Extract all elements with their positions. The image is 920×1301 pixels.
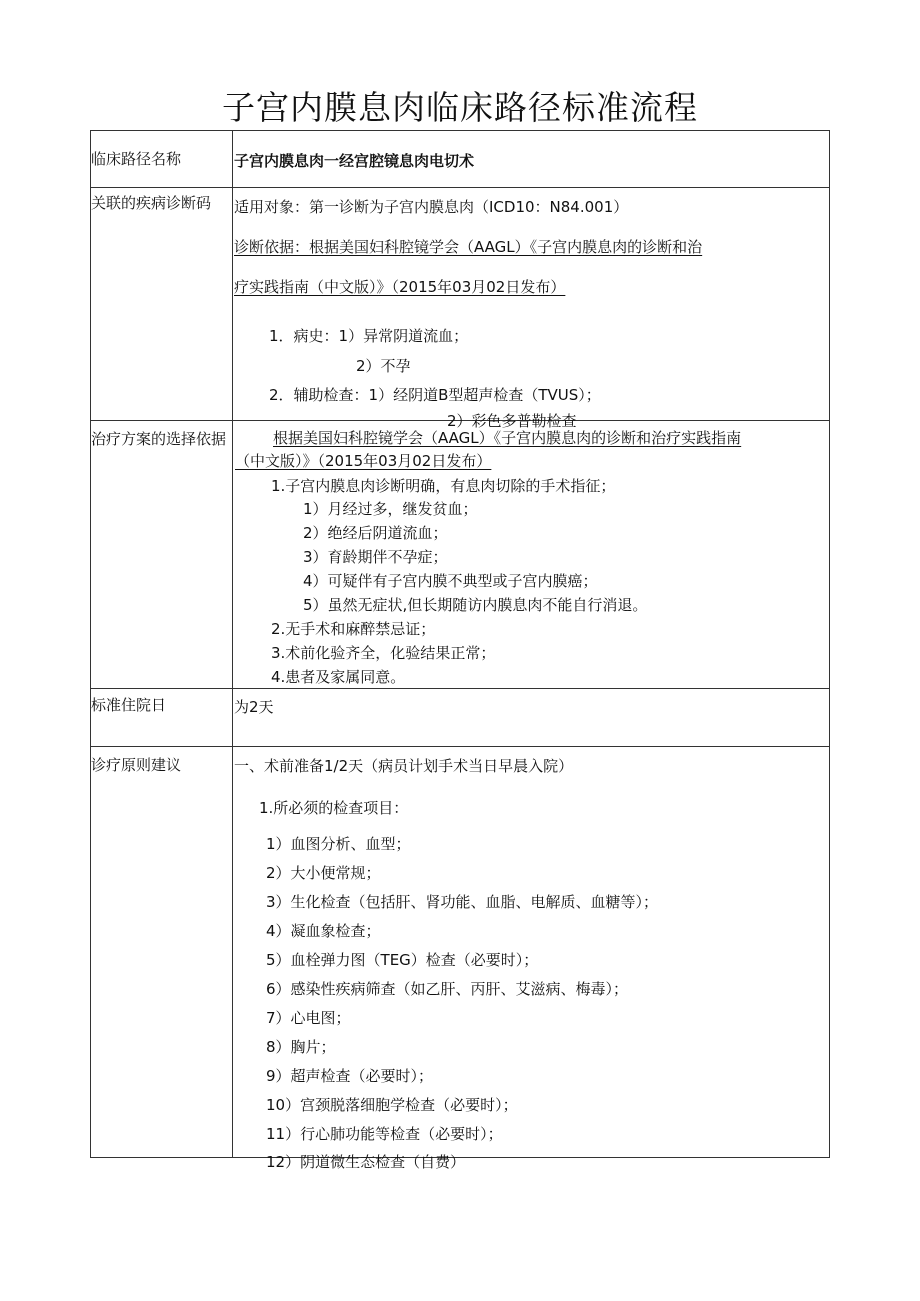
table-border-right: [829, 130, 830, 1158]
diagnosis-line: 2）彩色多普勒检查: [447, 412, 577, 430]
principles-line: 5）血栓弹力图（TEG）检查（必要时）；: [266, 951, 539, 969]
treatment-cell: [233, 421, 829, 688]
principles-line: 1.所必须的检查项目：: [259, 799, 409, 817]
principles-line: 一、术前准备1/2天（病员计划手术当日早晨入院）: [234, 757, 574, 775]
principles-line: 6）感染性疾病筛查（如乙肝、丙肝、艾滋病、梅毒）；: [266, 980, 629, 998]
treatment-line: 4）可疑伴有子宫内膜不典型或子宫内膜癌；: [303, 572, 598, 590]
treatment-line: 根据美国妇科腔镜学会（AAGL）《子宫内膜息肉的诊断和治疗实践指南: [273, 429, 742, 447]
treatment-line: 2）绝经后阴道流血；: [303, 524, 448, 542]
treatment-line: 3.术前化验齐全，化验结果正常；: [271, 644, 496, 662]
principles-line: 11）行心肺功能等检查（必要时）；: [266, 1125, 503, 1143]
treatment-line: 3）育龄期伴不孕症；: [303, 548, 448, 566]
principles-cell: [233, 747, 829, 1171]
principles-line: 10）宫颈脱落细胞学检查（必要时）；: [266, 1096, 518, 1114]
row-label-pathway-name: 临床路径名称: [91, 150, 182, 168]
principles-line: 4）凝血象检查；: [266, 922, 381, 940]
treatment-line: 1.子宫内膜息肉诊断明确，有息肉切除的手术指征；: [271, 477, 616, 495]
principles-line: 8）胸片；: [266, 1038, 336, 1056]
table-border-top: [90, 130, 830, 131]
diagnosis-cell: [233, 188, 829, 430]
treatment-line: （中文版）》（2015年03月02日发布）: [235, 452, 492, 470]
principles-line: 9）超声检查（必要时）；: [266, 1067, 434, 1085]
page-title: 子宫内膜息肉临床路径标准流程: [222, 88, 698, 127]
treatment-line: 1）月经过多，继发贫血；: [303, 500, 478, 518]
diagnosis-line: 适用对象：第一诊断为子宫内膜息肉（ICD10：N84.001）: [234, 198, 629, 216]
principles-line: 12）阴道微生态检查（自费）: [266, 1153, 466, 1171]
row-label-diagnosis-code: 关联的疾病诊断码: [91, 194, 212, 212]
treatment-line: 4.患者及家属同意。: [271, 668, 406, 686]
pathway-name-value: 子宫内膜息肉一经宫腔镜息肉电切术: [234, 152, 475, 170]
row-label-standard-stay: 标准住院日: [91, 696, 167, 714]
row-label-treatment-basis: 治疗方案的选择依据: [91, 430, 227, 448]
row-divider: [90, 688, 830, 689]
diagnosis-line: 2．辅助检查：1）经阴道B型超声检查（TVUS）；: [269, 386, 601, 404]
table-border-left: [90, 130, 91, 1158]
treatment-line: 2.无手术和麻醉禁忌证；: [271, 620, 436, 638]
principles-line: 1）血图分析、血型；: [266, 835, 411, 853]
principles-line: 3）生化检查（包括肝、肾功能、血脂、电解质、血糖等）；: [266, 893, 659, 911]
diagnosis-line: 1．病史：1）异常阴道流血；: [269, 327, 469, 345]
diagnosis-line: 2）不孕: [356, 357, 411, 375]
principles-line: 7）心电图；: [266, 1009, 351, 1027]
treatment-line: 5）虽然无症状,但长期随访内膜息肉不能自行消退。: [303, 596, 648, 614]
principles-line: 2）大小便常规；: [266, 864, 381, 882]
diagnosis-line: 疗实践指南（中文版）》（2015年03月02日发布）: [234, 278, 566, 296]
diagnosis-line: 诊断依据：根据美国妇科腔镜学会（AAGL）《子宫内膜息肉的诊断和治: [234, 238, 703, 256]
row-label-principles: 诊疗原则建议: [91, 756, 182, 774]
standard-stay-value: 为2天: [234, 698, 274, 716]
